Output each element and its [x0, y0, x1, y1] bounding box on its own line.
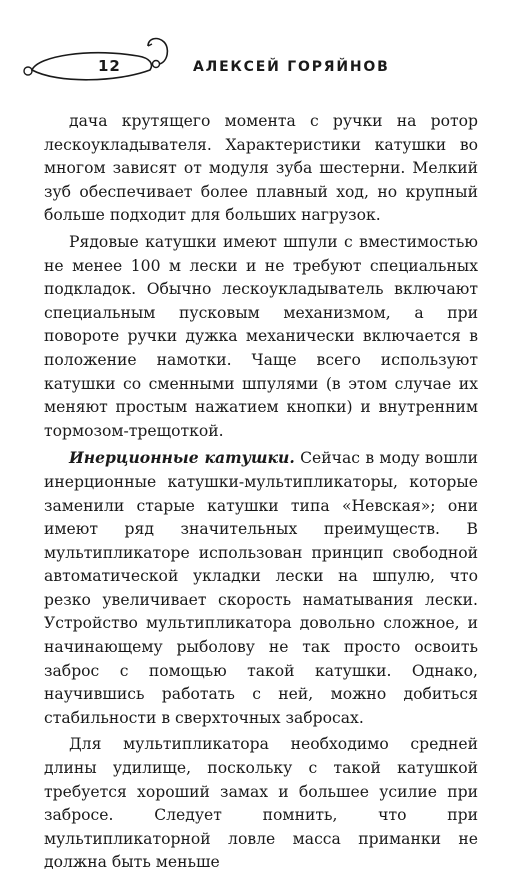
author-name: АЛЕКСЕЙ ГОРЯЙНОВ	[193, 59, 390, 75]
page-number: 12	[98, 57, 121, 75]
body-text	[44, 110, 478, 875]
paragraph-2: Рядовые катушки имеют шпули с вместимостью не менее 100 м лески и не требуют специальных подкладок. Обычно лескоукладыватель включают специальным пусковым механизмом, а при повороте ручки дужка механически включается в положение намотки. Чаще всего используют катушки со сменными шпулями (в этом случае их меняют простым нажатием кнопки) и внутренним тормозом-трещоткой.	[44, 232, 478, 440]
section-lead: Инерционные катушки.	[69, 448, 295, 468]
paragraph-3-text: Сейчас в моду вошли инерционные катушки-мультипликаторы, которые заменили старые катушки типа «Невская»; они имеют ряд значительных преимуществ. В мультипликаторе использован принцип свободной автоматической укладки лески на шпулю, что резко увеличивает скорость наматывания лески. Устройство мультипликатора довольно сложное, и начинающему рыболову не так просто освоить заброс с помощью такой катушки. Однако, научившись работать с ней, можно добиться стабильности в сверхточных забросах.	[44, 449, 478, 727]
paragraph-4: Для мультипликатора необходимо средней длины удилище, поскольку с такой катушкой требуется хороший замах и большее усилие при забросе. Следует помнить, что при мультипликаторной ловле масса приманки не должна быть меньше	[44, 735, 478, 872]
paragraph-1: дача крутящего момента с ручки на ротор лескоукладывателя. Характеристики катушки во многом зависят от модуля зуба шестерни. Мелкий зуб обеспечивает более плавный ход, но крупный больше подходит для больших нагрузок.	[44, 112, 478, 225]
page-header	[0, 34, 519, 94]
paragraph-3	[44, 446, 478, 730]
